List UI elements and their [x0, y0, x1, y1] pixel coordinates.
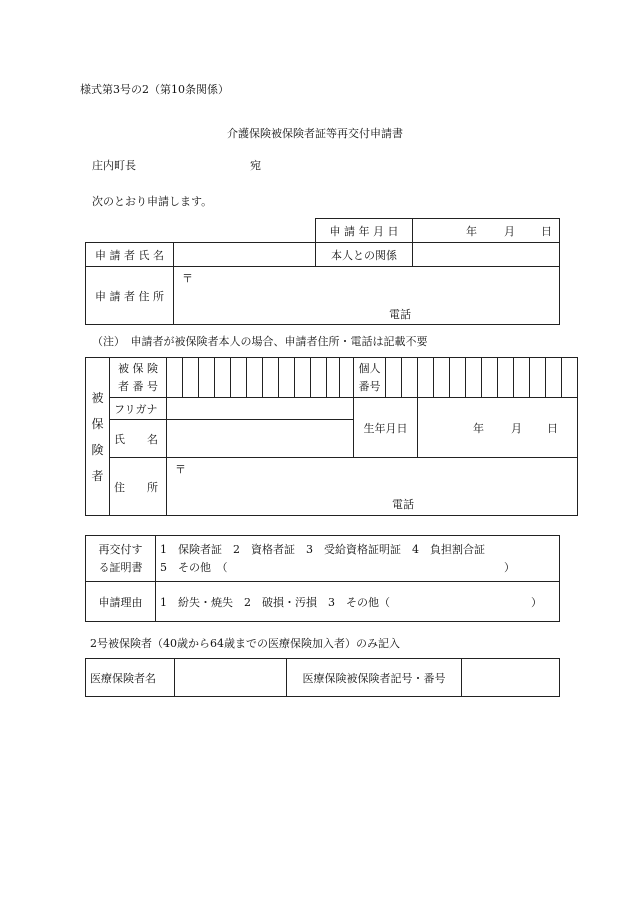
side-char: 者: [91, 468, 104, 483]
insured-address-field[interactable]: [167, 458, 578, 516]
insured-number-box[interactable]: [199, 358, 215, 398]
date-month: 月: [504, 224, 515, 238]
page-title: 介護保険被保険者証等再交付申請書: [227, 127, 403, 140]
personal-number-box[interactable]: [466, 358, 482, 398]
application-date-label: 申 請 年 月 日: [316, 219, 413, 243]
birth-date-label: 生年月日: [354, 398, 418, 458]
medical-number-field[interactable]: [462, 659, 560, 697]
intro-text: 次のとおり申請します。: [92, 195, 213, 208]
personal-number-box[interactable]: [514, 358, 530, 398]
reason-label: 申請理由: [86, 582, 156, 622]
applicant-name-field[interactable]: [174, 243, 316, 267]
personal-number-box[interactable]: [498, 358, 514, 398]
postal-mark: 〒: [175, 463, 186, 476]
applicant-note: （注） 申請者が被保険者本人の場合、申請者住所・電話は記載不要: [92, 335, 428, 348]
personal-number-label: [354, 358, 386, 398]
applicant-address-field[interactable]: [174, 267, 560, 325]
honorific: 宛: [250, 159, 261, 172]
insured-number-box[interactable]: [215, 358, 231, 398]
insured-number-box[interactable]: [231, 358, 247, 398]
side-char: 被: [91, 390, 104, 405]
relation-label: 本人との関係: [316, 243, 413, 267]
doc-options-line2: 5 その他 （: [160, 560, 228, 574]
addressee: 庄内町長: [92, 159, 136, 172]
insured-number-label-line2: 者 番 号: [118, 379, 158, 393]
reissue-doc-label-line1: 再交付す: [98, 542, 143, 556]
postal-mark: 〒: [182, 272, 193, 285]
reissue-doc-label-line2: る証明書: [98, 560, 143, 574]
phone-label: 電話: [392, 498, 414, 511]
reissue-table: [85, 535, 560, 622]
birth-month: 月: [511, 421, 522, 435]
personal-number-box[interactable]: [482, 358, 498, 398]
doc-options-line1: 1 保険者証 2 資格者証 3 受給資格証明証 4 負担割合証: [160, 542, 485, 556]
relation-field[interactable]: [413, 243, 560, 267]
type2-note: 2号被保険者（40歳から64歳までの医療保険加入者）のみ記入: [90, 637, 400, 650]
insured-side-label: [86, 358, 110, 516]
personal-number-box[interactable]: [418, 358, 434, 398]
doc-close-paren: ）: [504, 561, 515, 574]
application-date-field[interactable]: [413, 219, 560, 243]
medical-insurer-label: 医療保険者名: [86, 659, 175, 697]
insured-number-label: [110, 358, 167, 398]
personal-number-box[interactable]: [402, 358, 418, 398]
insured-number-label-line1: 被 保 険: [118, 361, 158, 375]
insured-number-box[interactable]: [279, 358, 295, 398]
medical-table: [85, 658, 560, 697]
date-day: 日: [541, 224, 552, 238]
reissue-doc-label: [86, 536, 156, 582]
medical-insurer-field[interactable]: [175, 659, 287, 697]
side-char: 険: [91, 442, 104, 457]
insured-number-box[interactable]: [263, 358, 279, 398]
insured-number-box[interactable]: [183, 358, 199, 398]
date-year: 年: [466, 224, 477, 238]
side-char: 保: [91, 416, 104, 431]
personal-number-box[interactable]: [434, 358, 450, 398]
reissue-doc-options[interactable]: [156, 536, 560, 582]
birth-year: 年: [473, 421, 484, 435]
reason-options-text: 1 紛失・焼失 2 破損・汚損 3 その他（: [160, 595, 390, 609]
birth-day: 日: [547, 421, 558, 435]
personal-number-label-line2: 番号: [358, 379, 381, 393]
applicant-address-label: 申 請 者 住 所: [86, 267, 174, 325]
medical-number-label: 医療保険被保険者記号・番号: [287, 659, 462, 697]
personal-number-box[interactable]: [530, 358, 546, 398]
furigana-field[interactable]: [167, 398, 354, 420]
phone-label: 電話: [389, 308, 411, 321]
personal-number-box[interactable]: [562, 358, 578, 398]
insured-name-label: 氏 名: [110, 420, 167, 458]
personal-number-box[interactable]: [386, 358, 402, 398]
insured-address-label: 住 所: [110, 458, 167, 516]
applicant-table: [85, 218, 560, 325]
reason-close-paren: ）: [531, 596, 542, 609]
birth-date-field[interactable]: [418, 398, 578, 458]
form-number: 様式第3号の2（第10条関係）: [80, 83, 229, 96]
personal-number-box[interactable]: [450, 358, 466, 398]
insured-number-box[interactable]: [340, 358, 354, 398]
reason-options[interactable]: [156, 582, 560, 622]
personal-number-box[interactable]: [546, 358, 562, 398]
insured-number-box[interactable]: [327, 358, 340, 398]
furigana-label: フリガナ: [110, 398, 167, 420]
applicant-name-label: 申 請 者 氏 名: [86, 243, 174, 267]
insured-name-field[interactable]: [167, 420, 354, 458]
insured-number-box[interactable]: [167, 358, 183, 398]
insured-number-box[interactable]: [295, 358, 311, 398]
insured-number-box[interactable]: [247, 358, 263, 398]
insured-number-box[interactable]: [311, 358, 327, 398]
personal-number-label-line1: 個人: [358, 361, 381, 375]
insured-table: [85, 357, 578, 516]
